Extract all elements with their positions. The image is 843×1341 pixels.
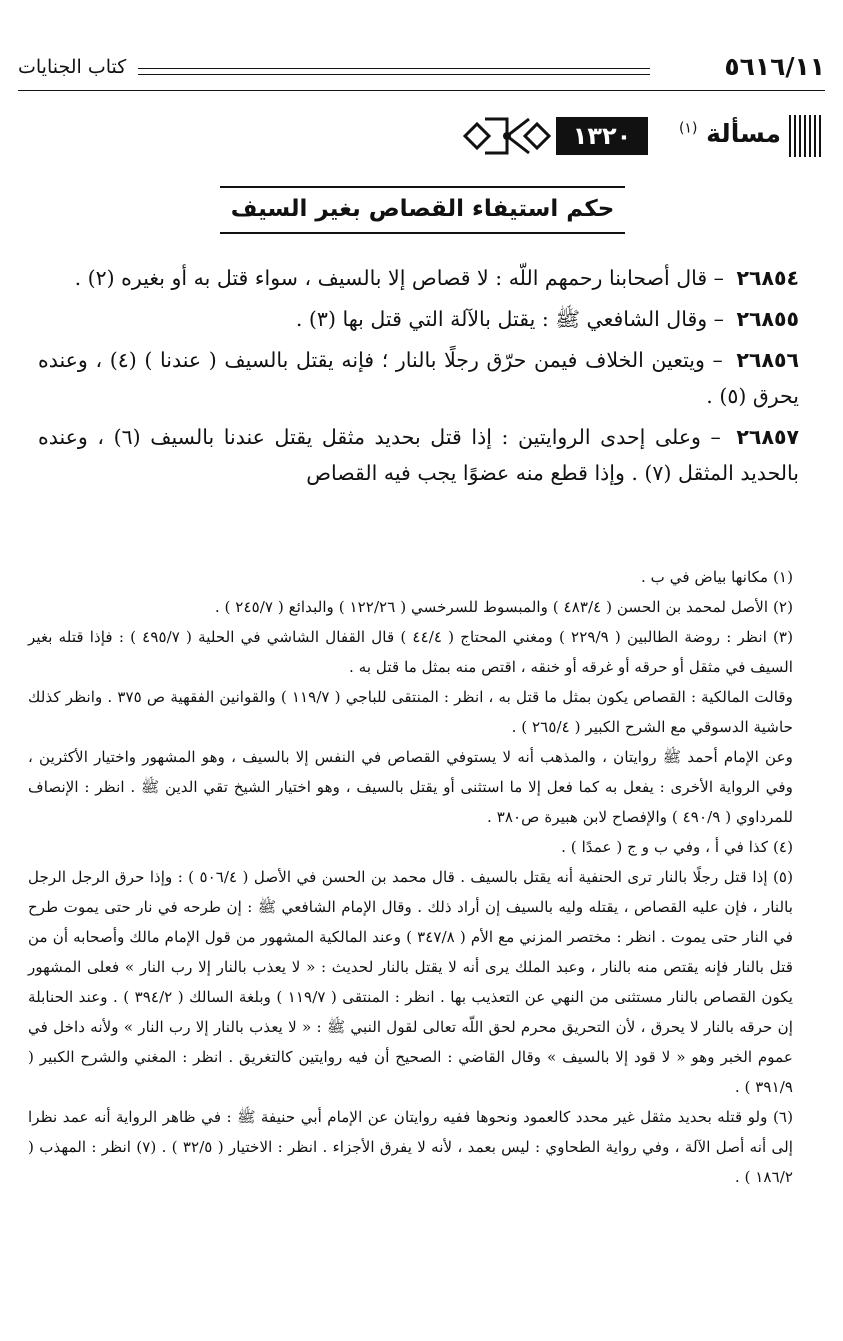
- main-text: [38, 260, 799, 496]
- footnote-4: (٤) كذا في أ ، وفي ب و ج ( عمدًا ) .: [561, 838, 793, 856]
- footnote-2: (٢) الأصل لمحمد بن الحسن ( ٤٨٣/٤ ) والمبسوط للسرخسي ( ١٢٢/٢٦ ) والبدائع ( ٢٤٥/٧ ) .: [214, 598, 793, 616]
- paragraph-text: – قال أصحابنا رحمهم اللّه : لا قصاص إلا بالسيف ، سواء قتل به أو بغيره (٢) .: [74, 266, 724, 290]
- paragraph-number: ٢٦٨٥٦: [736, 348, 799, 372]
- paragraph-text: – وعلى إحدى الروايتين : إذا قتل بحديد مثقل يقتل عندنا بالسيف (٦) ، وعنده بالحديد المثقل (٧) . وإذا قطع منه عضوًا يجب فيه القصاص: [38, 425, 799, 485]
- paragraph-number: ٢٦٨٥٥: [736, 307, 799, 331]
- footnote-3: (٣) انظر : روضة الطالبين ( ٢٢٩/٩ ) ومغني المحتاج ( ٤٤/٤ ) قال القفال الشاشي في الحلية ( ٤٩٥/٧ ) : فإذا قتله بغير السيف في مثقل أو حرقه أو غرقه أو خنقه ، اقتص منه بمثل ما قتل به .: [28, 628, 793, 676]
- page-number: ٥٦١٦/١١: [724, 52, 825, 81]
- footnote-3-hanbali: وعن الإمام أحمد ﷺ روايتان ، والمذهب أنه لا يستوفي القصاص في النفس إلا بالسيف ، وهو المشهور واختيار الأكثرين ، وفي الرواية الأخرى : يفعل به كما فعل إلا ما استثنى أو يقتل بالسيف ، وهو اختيار الشيخ تقي الدين ﷺ . انظر : الإنصاف للمرداوي ( ٤٩٠/٩ ) والإفصاح لابن هبيرة ص٣٨٠ .: [28, 748, 793, 826]
- knot-ornament-icon: [461, 115, 553, 157]
- paragraph-26854: [38, 260, 799, 296]
- issue-banner: [463, 115, 823, 157]
- book-title: كتاب الجنايات: [18, 56, 127, 78]
- section-title: حكم استيفاء القصاص بغير السيف: [220, 186, 625, 234]
- footnote-1: (١) مكانها بياض في ب .: [640, 568, 793, 586]
- footnote-3-maliki: وقالت المالكية : القصاص يكون بمثل ما قتل به ، انظر : المنتقى للباجي ( ١١٩/٧ ) والقوانين الفقهية ص ٣٧٥ . وانظر كذلك حاشية الدسوقي مع الشرح الكبير ( ٢٦٥/٤ ) .: [28, 688, 794, 736]
- issue-label-text: مسألة: [706, 119, 781, 148]
- striped-bars-ornament: [789, 115, 823, 157]
- footnote-5: (٥) إذا قتل رجلًا بالنار ترى الحنفية أنه يقتل بالسيف . قال محمد بن الحسن في الأصل ( ٥٠٦/٤ ) : وإذا حرق الرجل الرجل بالنار ، فإن عليه القصاص ، يقتله وليه بالسيف إن أراد ذلك . وقال الإمام الشافعي ﷺ : إن طرحه في نار حتى يموت طرح في النار حتى يموت . انظر : مختصر المزني مع الأم ( ٣٤٧/٨ ) وعند المالكية المشهور من قول الإمام مالك وأصحابه أن من قتل بالنار فإنه يقتص منه بالنار ، وعبد الملك يرى أنه لا يقتل بالنار لحديث : « لا يعذب بالنار إلا رب النار » فعلى المشهور يكون القصاص بالنار مستثنى من النهي عن التعذيب بها . انظر : المنتقى ( ١١٩/٧ ) وبلغة السالك ( ٣٩٤/٢ ) . وعند الحنابلة إن حرقه بالنار لا يحرق ، لأن التحريق محرم لحق اللّه تعالى لقول النبي ﷺ : « لا يعذب بالنار إلا رب النار » ولأنه داخل في عموم الخبر وهو « لا قود إلا بالسيف » وقال القاضي : الصحيح أن فيه روايتين كالتغريق . انظر : المغني والشرح الكبير ( ٣٩١/٩ ) .: [28, 868, 793, 1096]
- issue-footnote-ref: (١): [678, 120, 698, 137]
- running-header: [18, 52, 825, 92]
- paragraph-number: ٢٦٨٥٧: [736, 425, 799, 449]
- header-double-rule: [138, 68, 650, 75]
- footnotes: [28, 562, 793, 1192]
- paragraph-26856: [38, 342, 799, 414]
- paragraph-number: ٢٦٨٥٤: [736, 266, 799, 290]
- issue-number: ١٣٢٠: [556, 117, 648, 155]
- header-underline: [18, 90, 825, 91]
- paragraph-text: – ويتعين الخلاف فيمن حرّق رجلًا بالنار ؛ فإنه يقتل بالسيف ( عندنا ) (٤) ، وعنده يحرق (٥) .: [38, 348, 799, 408]
- paragraph-26855: [38, 301, 799, 337]
- issue-label: [679, 119, 781, 148]
- footnote-6-7: (٦) ولو قتله بحديد مثقل غير محدد كالعمود ونحوها ففيه روايتان عن الإمام أبي حنيفة ﷺ : في ظاهر الرواية أنه عمد نظرا إلى أنه أصل الآلة ، وفي رواية الطحاوي : ليس بعمد ، لأنه لا يفرق الأجزاء . انظر : الاختيار ( ٣٢/٥ ) . (٧) انظر : المهذب ( ١٨٦/٢ ) .: [28, 1108, 793, 1186]
- paragraph-26857: [38, 419, 799, 491]
- paragraph-text: – وقال الشافعي ﷺ : يقتل بالآلة التي قتل بها (٣) .: [295, 307, 724, 331]
